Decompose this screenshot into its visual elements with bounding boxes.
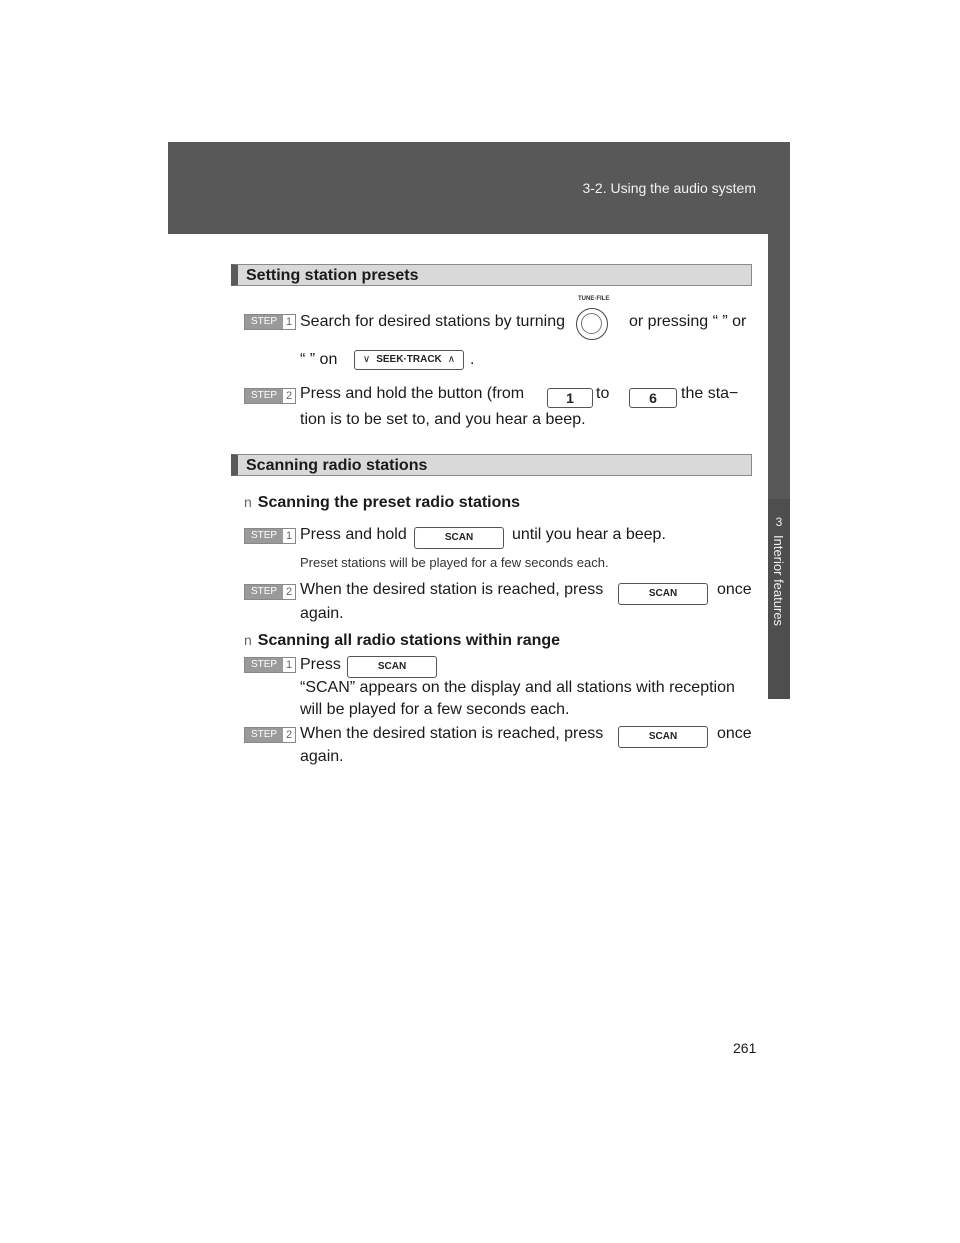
page-number: 261 <box>733 1040 757 1056</box>
note-text: Preset stations will be played for a few seconds each. <box>300 555 609 570</box>
knob-inner <box>581 313 602 334</box>
step-number: 1 <box>285 659 293 671</box>
step-text: the sta− <box>681 385 739 402</box>
step-badge <box>244 657 296 673</box>
step-word: STEP <box>245 658 283 672</box>
step-text: Search for desired stations by turning <box>300 313 566 330</box>
step-text: tion is to be set to, and you hear a beep. <box>300 411 586 428</box>
step-badge <box>244 528 296 544</box>
chevron-up-icon: ∧ <box>447 354 456 365</box>
step-word: STEP <box>245 728 283 742</box>
seek-track-button[interactable] <box>354 350 464 370</box>
tune-file-knob-icon[interactable] <box>576 308 608 340</box>
side-tab <box>768 499 790 699</box>
step-text: Press and hold <box>300 526 407 543</box>
bullet: n <box>244 494 252 510</box>
step-text: again. <box>300 605 344 622</box>
seek-track-label: SEEK·TRACK <box>376 354 442 365</box>
step-text: once <box>717 581 752 598</box>
subheading-text: Scanning the preset radio stations <box>257 494 521 511</box>
step-text: again. <box>300 748 344 765</box>
scan-button[interactable]: SCAN <box>414 527 504 549</box>
step-text: to <box>596 385 610 402</box>
step-badge <box>244 584 296 600</box>
step-text: Press <box>300 656 341 673</box>
step-text: until you hear a beep. <box>512 526 666 543</box>
chevron-down-icon: ∨ <box>362 354 371 365</box>
side-tab-label: Interior features <box>771 535 786 627</box>
section-bar-presets <box>231 264 752 286</box>
step-badge <box>244 314 296 330</box>
subheading-all-scan <box>244 632 560 650</box>
bullet: n <box>244 632 252 648</box>
step-text: will be played for a few seconds each. <box>300 701 570 718</box>
scan-button[interactable]: SCAN <box>618 583 708 605</box>
step-number: 2 <box>285 586 293 598</box>
step-text: Press and hold the button (from <box>300 385 525 402</box>
chapter-header <box>168 142 790 234</box>
chapter-title: 3-2. Using the audio system <box>582 180 756 196</box>
step-word: STEP <box>245 585 283 599</box>
section-title: Scanning radio stations <box>246 457 428 474</box>
knob-label: TUNE·FILE <box>578 296 610 302</box>
step-number: 1 <box>285 530 293 542</box>
section-bar-scanning <box>231 454 752 476</box>
preset-button-1[interactable]: 1 <box>547 388 593 408</box>
subheading-preset-scan <box>244 494 520 512</box>
step-badge <box>244 727 296 743</box>
step-number: 2 <box>285 390 293 402</box>
step-text: When the desired station is reached, press <box>300 725 604 742</box>
step-word: STEP <box>245 389 283 403</box>
step-badge <box>244 388 296 404</box>
step-text: “SCAN” appears on the display and all stations with reception <box>300 679 735 696</box>
step-text: or pressing “ ” or <box>629 313 747 330</box>
step-number: 1 <box>285 316 293 328</box>
preset-button-6[interactable]: 6 <box>629 388 677 408</box>
step-number: 2 <box>285 729 293 741</box>
section-title: Setting station presets <box>246 267 419 284</box>
side-tab-upper <box>768 234 790 499</box>
subheading-text: Scanning all radio stations within range <box>257 632 561 649</box>
step-text: . <box>470 351 475 368</box>
side-tab-number: 3 <box>775 515 783 529</box>
step-word: STEP <box>245 315 283 329</box>
step-text: When the desired station is reached, press <box>300 581 604 598</box>
step-text: once <box>717 725 752 742</box>
step-word: STEP <box>245 529 283 543</box>
scan-button[interactable]: SCAN <box>618 726 708 748</box>
step-text: “ ” on <box>300 351 338 368</box>
scan-button[interactable]: SCAN <box>347 656 437 678</box>
